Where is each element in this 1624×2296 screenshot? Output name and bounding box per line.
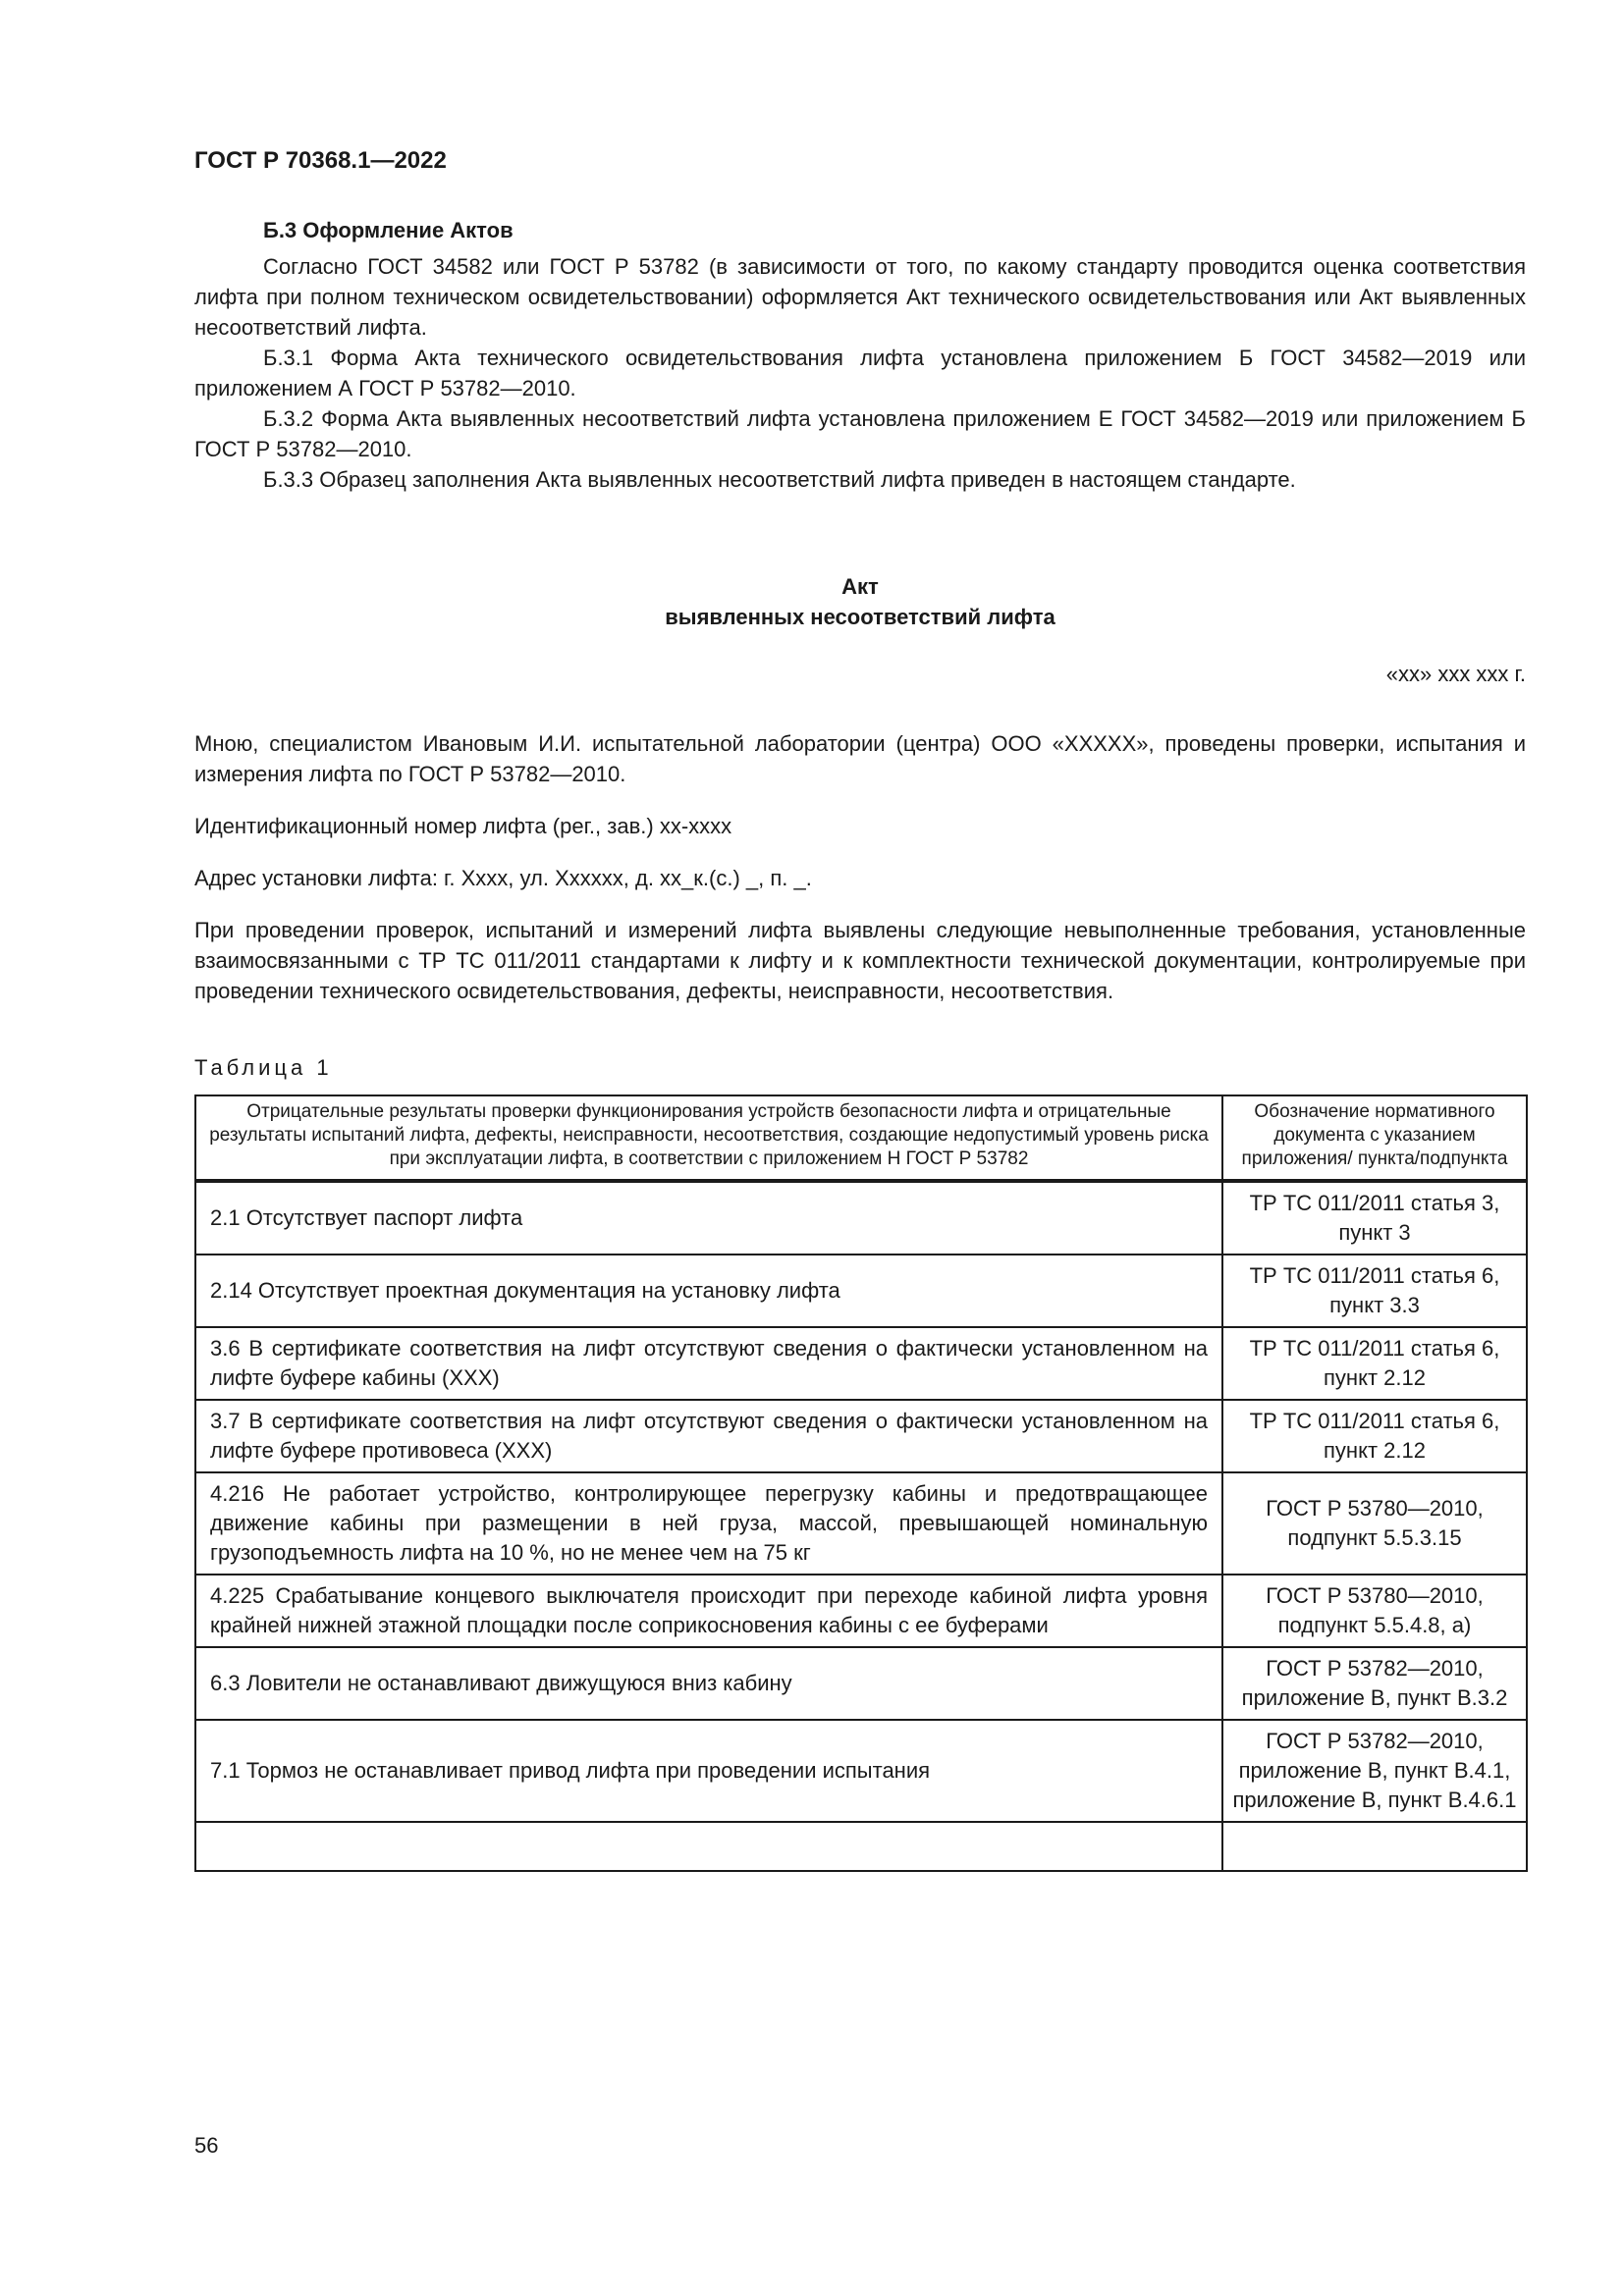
table-row <box>195 1181 1527 1255</box>
page-number: 56 <box>194 2133 219 2158</box>
akt-title <box>194 571 1526 632</box>
row-description: 2.1 Отсутствует паспорт лифта <box>195 1181 1222 1255</box>
nonconformity-table <box>194 1095 1528 1872</box>
row-reference: ГОСТ Р 53782—2010, приложение В, пункт В.3.2 <box>1222 1647 1527 1720</box>
row-description: 4.216 Не работает устройство, контролирующее перегрузку кабины и предотвращающее движение кабины при размещении в ней груза, массой, превышающей номинальную грузоподъемность лифта на 10 %, но не менее чем на 75 кг <box>195 1472 1222 1575</box>
akt-title-line2: выявленных несоответствий лифта <box>665 605 1056 629</box>
akt-date: «хх» ххх ххх г. <box>1385 662 1526 686</box>
row-description: 4.225 Срабатывание концевого выключателя происходит при переходе кабиной лифта уровня крайней нижней этажной площадки после соприкосновения кабины с ее буферами <box>195 1575 1222 1647</box>
section-title: Б.3 Оформление Актов <box>263 218 514 242</box>
section-paragraph: Б.3.3 Образец заполнения Акта выявленных несоответствий лифта приведен в настоящем стандарте. <box>263 467 1296 492</box>
akt-paragraph: Мною, специалистом Ивановым И.И. испытательной лаборатории (центра) ООО «ХХХХХ», проведены проверки, испытания и измерения лифта по ГОСТ Р 53782—2010. <box>194 731 1526 786</box>
row-description <box>195 1822 1222 1871</box>
row-description: 3.7 В сертификате соответствия на лифт отсутствуют сведения о фактически установленном на лифте буфере противовеса (ХХХ) <box>195 1400 1222 1472</box>
akt-paragraph: При проведении проверок, испытаний и измерений лифта выявлены следующие невыполненные требования, установленные взаимосвязанными с ТР ТС 011/2011 стандартами к лифту и к комплектности технической документации, контролируемые при проведении технического освидетельствования, дефекты, неисправности, несоответствия. <box>194 918 1526 1003</box>
row-description: 3.6 В сертификате соответствия на лифт отсутствуют сведения о фактически установленном на лифте буфере кабины (ХХХ) <box>195 1327 1222 1400</box>
table-row-empty <box>195 1822 1527 1871</box>
row-reference <box>1222 1822 1527 1871</box>
table-header-row <box>195 1095 1527 1181</box>
table-row <box>195 1400 1527 1472</box>
row-reference: ТР ТС 011/2011 статья 6, пункт 2.12 <box>1222 1327 1527 1400</box>
document-page <box>194 147 1526 1872</box>
akt-paragraph: Идентификационный номер лифта (рег., зав.) хх-хххх <box>194 814 732 838</box>
row-reference: ГОСТ Р 53782—2010, приложение В, пункт В.4.1, приложение В, пункт В.4.6.1 <box>1222 1720 1527 1822</box>
table-row <box>195 1647 1527 1720</box>
row-reference: ТР ТС 011/2011 статья 6, пункт 2.12 <box>1222 1400 1527 1472</box>
akt-title-line1: Акт <box>841 574 879 599</box>
akt-block <box>194 571 1526 1006</box>
table-row <box>195 1575 1527 1647</box>
section-paragraph: Б.3.2 Форма Акта выявленных несоответствий лифта установлена приложением Е ГОСТ 34582—2019 или приложением Б ГОСТ Р 53782—2010. <box>194 406 1526 461</box>
table-row <box>195 1720 1527 1822</box>
document-code: ГОСТ Р 70368.1—2022 <box>194 147 447 174</box>
row-reference: ТР ТС 011/2011 статья 6, пункт 3.3 <box>1222 1255 1527 1327</box>
table-label: Таблица 1 <box>194 1055 333 1080</box>
table-row <box>195 1472 1527 1575</box>
table-row <box>195 1327 1527 1400</box>
row-description: 2.14 Отсутствует проектная документация на установку лифта <box>195 1255 1222 1327</box>
section-paragraph: Согласно ГОСТ 34582 или ГОСТ Р 53782 (в зависимости от того, по какому стандарту проводится оценка соответствия лифта при полном техническом освидетельствовании) оформляется Акт технического освидетельствования или Акт выявленных несоответствий лифта. <box>194 254 1526 340</box>
table-row <box>195 1255 1527 1327</box>
table-header-reference: Обозначение нормативного документа с указанием приложения/ пункта/подпункта <box>1222 1095 1527 1181</box>
row-reference: ГОСТ Р 53780—2010, подпункт 5.5.4.8, а) <box>1222 1575 1527 1647</box>
row-description: 6.3 Ловители не останавливают движущуюся вниз кабину <box>195 1647 1222 1720</box>
table-header-description: Отрицательные результаты проверки функционирования устройств безопасности лифта и отрицательные результаты испытаний лифта, дефекты, неисправности, несоответствия, создающие недопустимый уровень риска при эксплуатации лифта, в соответствии с приложением Н ГОСТ Р 53782 <box>195 1095 1222 1181</box>
akt-paragraph: Адрес установки лифта: г. Хххх, ул. Хххххх, д. хх_к.(с.) _, п. _. <box>194 866 812 890</box>
row-description: 7.1 Тормоз не останавливает привод лифта при проведении испытания <box>195 1720 1222 1822</box>
section-paragraph: Б.3.1 Форма Акта технического освидетельствования лифта установлена приложением Б ГОСТ 34582—2019 или приложением А ГОСТ Р 53782—2010. <box>194 346 1526 400</box>
row-reference: ТР ТС 011/2011 статья 3, пункт 3 <box>1222 1181 1527 1255</box>
row-reference: ГОСТ Р 53780—2010, подпункт 5.5.3.15 <box>1222 1472 1527 1575</box>
